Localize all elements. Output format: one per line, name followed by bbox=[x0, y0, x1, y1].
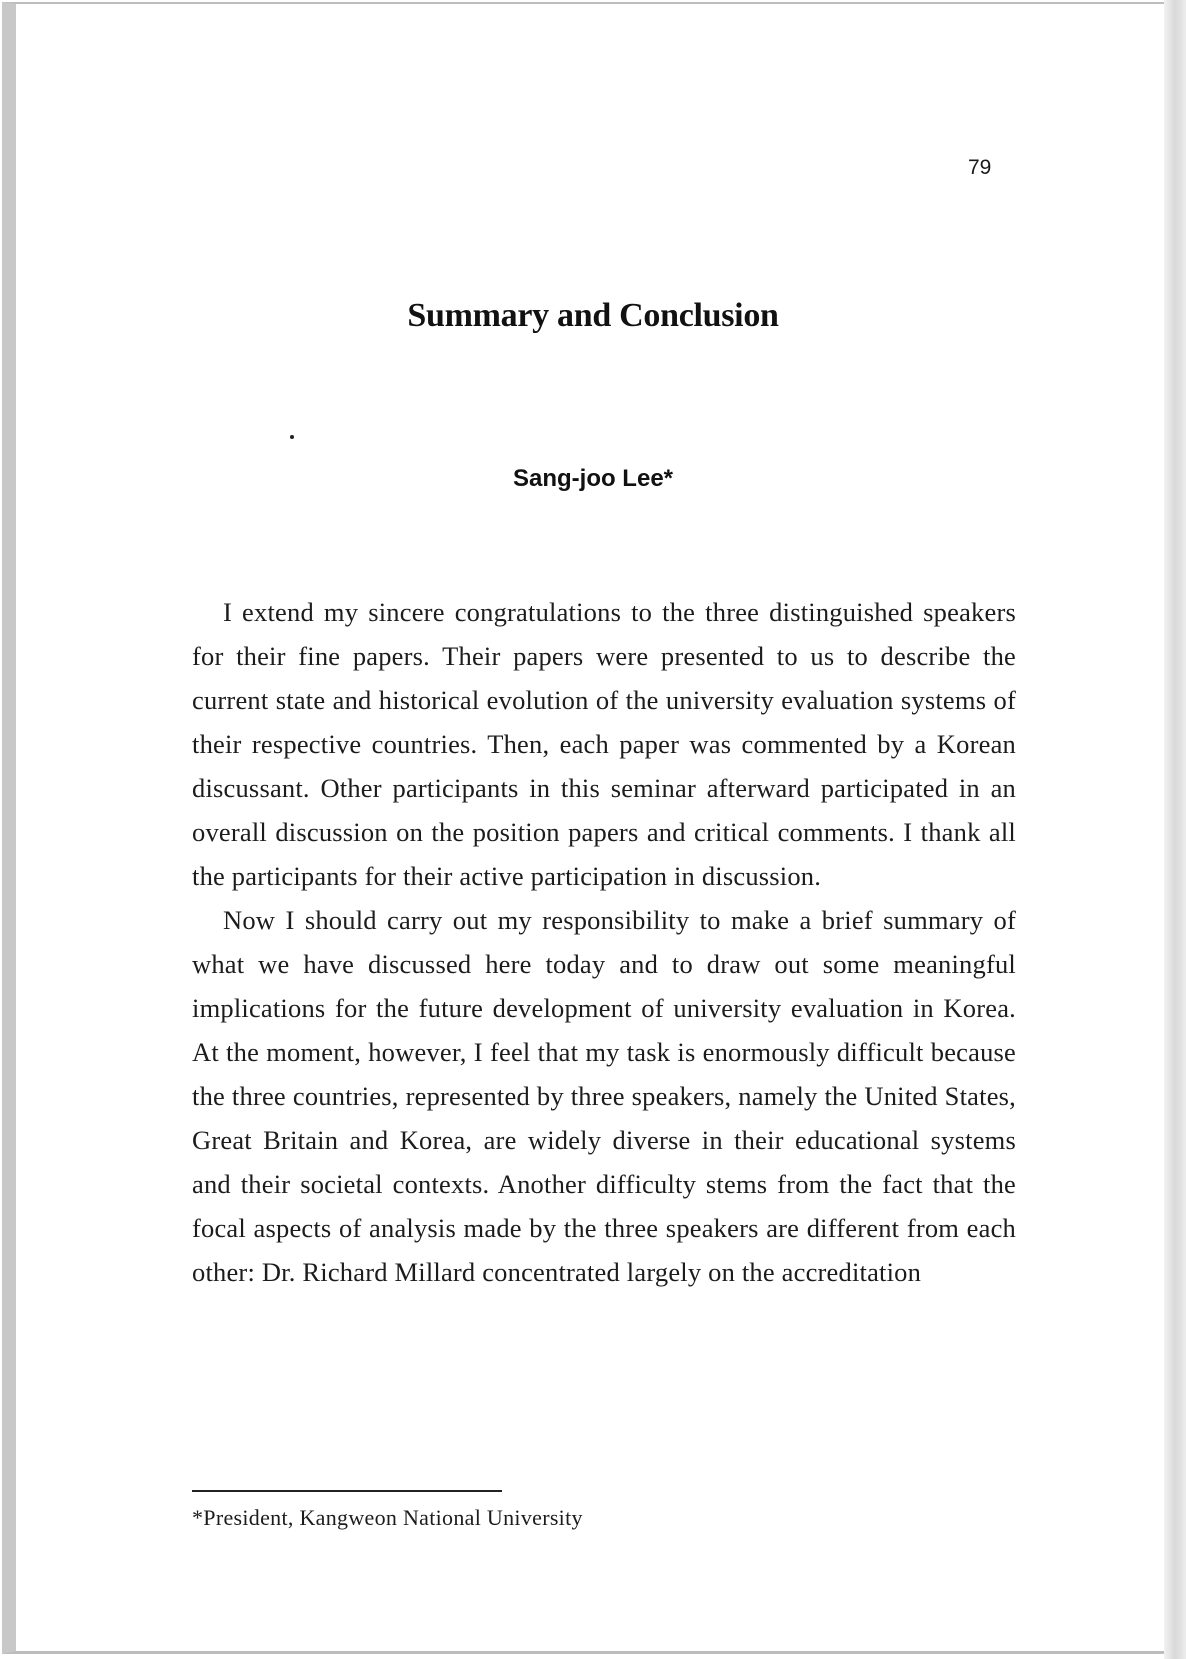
stray-mark bbox=[290, 435, 294, 439]
page-title: Summary and Conclusion bbox=[407, 297, 779, 334]
footnote: *President, Kangweon National University bbox=[192, 1505, 583, 1530]
paragraph-2: Now I should carry out my responsibility to make a brief summary of what we have discussed here today and to draw out some meaningful implications for the future development of university evaluation in Korea. At the moment, however, I feel that my task is enormously difficult because the three countries, represented by three speakers, namely the United States, Great Britain and Korea, are widely diverse in their educational systems and their societal contexts. Another difficulty stems from the fact that the focal aspects of analysis made by the three speakers are different from each other: Dr. Richard Millard concentrated largely on the accreditation bbox=[192, 905, 1016, 1287]
paragraph-1: I extend my sincere congratulations to the three distinguished speakers for their fine papers. Their papers were presented to us to describe the current state and historical evolution of the university evaluation systems of their respective countries. Then, each paper was commented by a Korean discussant. Other participants in this seminar afterward participated in an overall discussion on the position papers and critical comments. I thank all the participants for their active participation in discussion. bbox=[192, 597, 1016, 891]
footnote-divider bbox=[192, 1490, 502, 1492]
page-edge-shadow bbox=[1164, 0, 1186, 1659]
body-text bbox=[192, 590, 1016, 1294]
page-number: 79 bbox=[968, 156, 992, 179]
author-name: Sang-joo Lee* bbox=[512, 465, 674, 492]
